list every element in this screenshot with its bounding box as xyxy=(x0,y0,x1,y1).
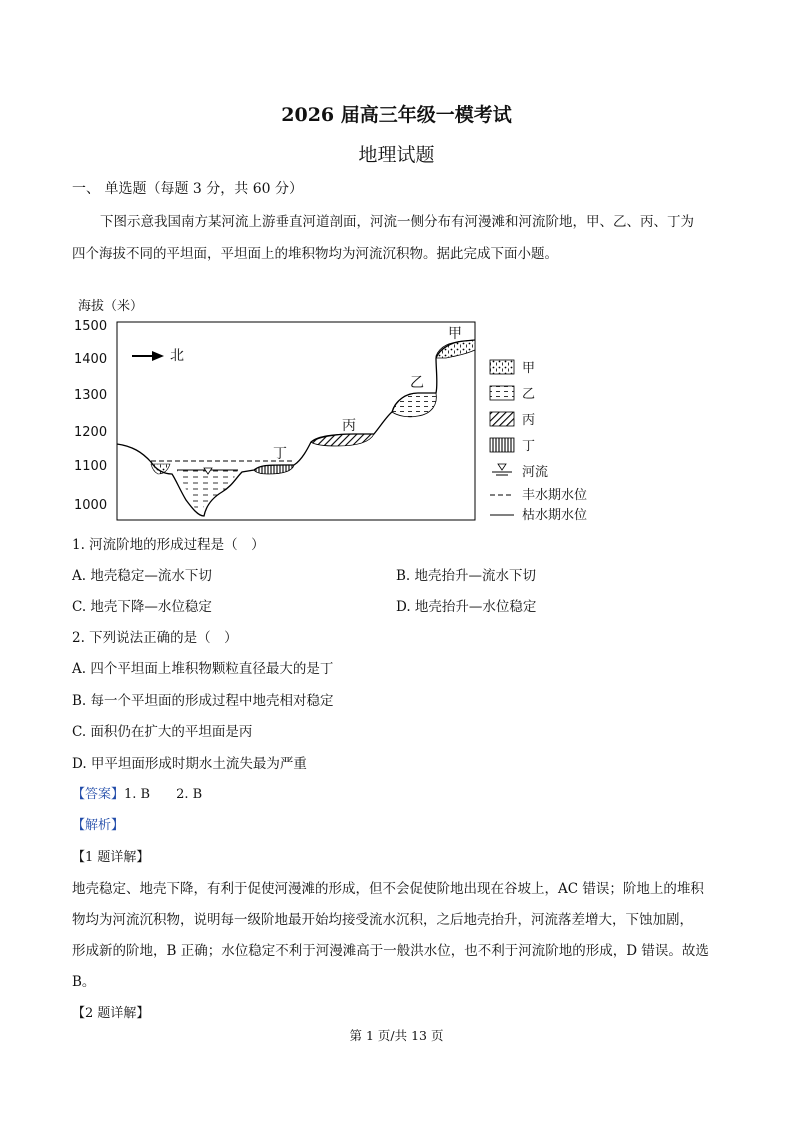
detail-1-line-2: 物均为河流沉积物，说明每一级阶地最开始均接受流水沉积，之后地壳抬升，河流落差增大，下蚀加剧， xyxy=(72,912,693,928)
y-tick-1100: 1100 xyxy=(74,459,108,474)
exam-title: 2026 届高三年级一模考试 xyxy=(281,104,512,126)
y-tick-1000: 1000 xyxy=(74,498,108,513)
detail-1-line-1: 地壳稳定、地壳下降，有利于促使河漫滩的形成，但不会促使阶地出现在谷坡上，AC 错误；阶地上的堆积 xyxy=(72,881,704,897)
legend-label-bing: 丙 xyxy=(522,413,536,428)
intro-line-1: 下图示意我国南方某河流上游垂直河道剖面，河流一侧分布有河漫滩和河流阶地，甲、乙、丙、丁为 xyxy=(100,214,694,230)
intro-line-2: 四个海拔不同的平坦面，平坦面上的堆积物均为河流沉积物。据此完成下面小题。 xyxy=(72,246,558,262)
detail-2-label: 【2 题详解】 xyxy=(72,1006,150,1021)
legend-label-jia: 甲 xyxy=(522,361,536,376)
y-axis-label: 海拔（米） xyxy=(78,299,144,314)
analysis-label: 【解析】 xyxy=(72,818,125,833)
answer-line xyxy=(72,783,202,802)
question-2-option-a: A. 四个平坦面上堆积物颗粒直径最大的是丁 xyxy=(72,661,334,677)
y-tick-1300: 1300 xyxy=(74,388,108,403)
question-1-option-a: A. 地壳稳定—流水下切 xyxy=(72,568,212,584)
y-tick-1200: 1200 xyxy=(74,425,108,440)
legend-swatch-ding xyxy=(490,438,514,452)
river-profile-figure xyxy=(72,294,632,526)
direction-label: 北 xyxy=(170,348,184,364)
question-1-stem: 1. 河流阶地的形成过程是（ ） xyxy=(72,537,265,553)
detail-1-label: 【1 题详解】 xyxy=(72,850,150,865)
legend-label-flood: 丰水期水位 xyxy=(522,488,588,503)
label-jia: 甲 xyxy=(448,326,462,342)
legend-swatch-yi xyxy=(490,386,514,400)
label-yi: 乙 xyxy=(410,375,424,391)
subject-title: 地理试题 xyxy=(358,144,435,166)
label-bing: 丙 xyxy=(342,418,356,434)
question-2-stem: 2. 下列说法正确的是（ ） xyxy=(72,630,238,646)
question-2-option-b: B. 每一个平坦面的形成过程中地壳相对稳定 xyxy=(72,693,334,709)
legend-label-ding: 丁 xyxy=(522,439,536,454)
question-1-option-c: C. 地壳下降—水位稳定 xyxy=(72,599,212,615)
deposit-bing xyxy=(311,434,374,446)
legend-label-dry: 枯水期水位 xyxy=(522,508,588,523)
page-number: 第 1 页/共 13 页 xyxy=(349,1028,444,1043)
legend-swatch-jia xyxy=(490,360,514,374)
legend-label-yi: 乙 xyxy=(522,387,536,402)
detail-1-line-4: B。 xyxy=(72,974,96,990)
section-heading: 一、 单选题（每题 3 分，共 60 分） xyxy=(72,181,303,197)
question-1-option-b: B. 地壳抬升—流水下切 xyxy=(396,568,537,584)
question-2-option-c: C. 面积仍在扩大的平坦面是丙 xyxy=(72,724,253,740)
answer-label: 【答案】 xyxy=(72,787,125,802)
deposit-yi xyxy=(392,393,436,417)
legend-river-icon xyxy=(492,464,512,475)
question-2-option-d: D. 甲平坦面形成时期水土流失最为严重 xyxy=(72,756,307,772)
legend-swatch-bing xyxy=(490,412,514,426)
north-arrow-icon xyxy=(152,351,164,361)
legend-label-river: 河流 xyxy=(522,465,549,480)
label-ding: 丁 xyxy=(273,446,287,462)
terrain-profile xyxy=(117,340,475,516)
y-tick-1500: 1500 xyxy=(74,319,108,334)
detail-1-line-3: 形成新的阶地，B 正确；水位稳定不利于河漫滩高于一般洪水位，也不利于河流阶地的形成，D 错误。故选 xyxy=(72,943,709,959)
answer-values: 1. B 2. B xyxy=(124,787,203,802)
question-1-option-d: D. 地壳抬升—水位稳定 xyxy=(396,599,537,615)
y-tick-1400: 1400 xyxy=(74,352,108,367)
